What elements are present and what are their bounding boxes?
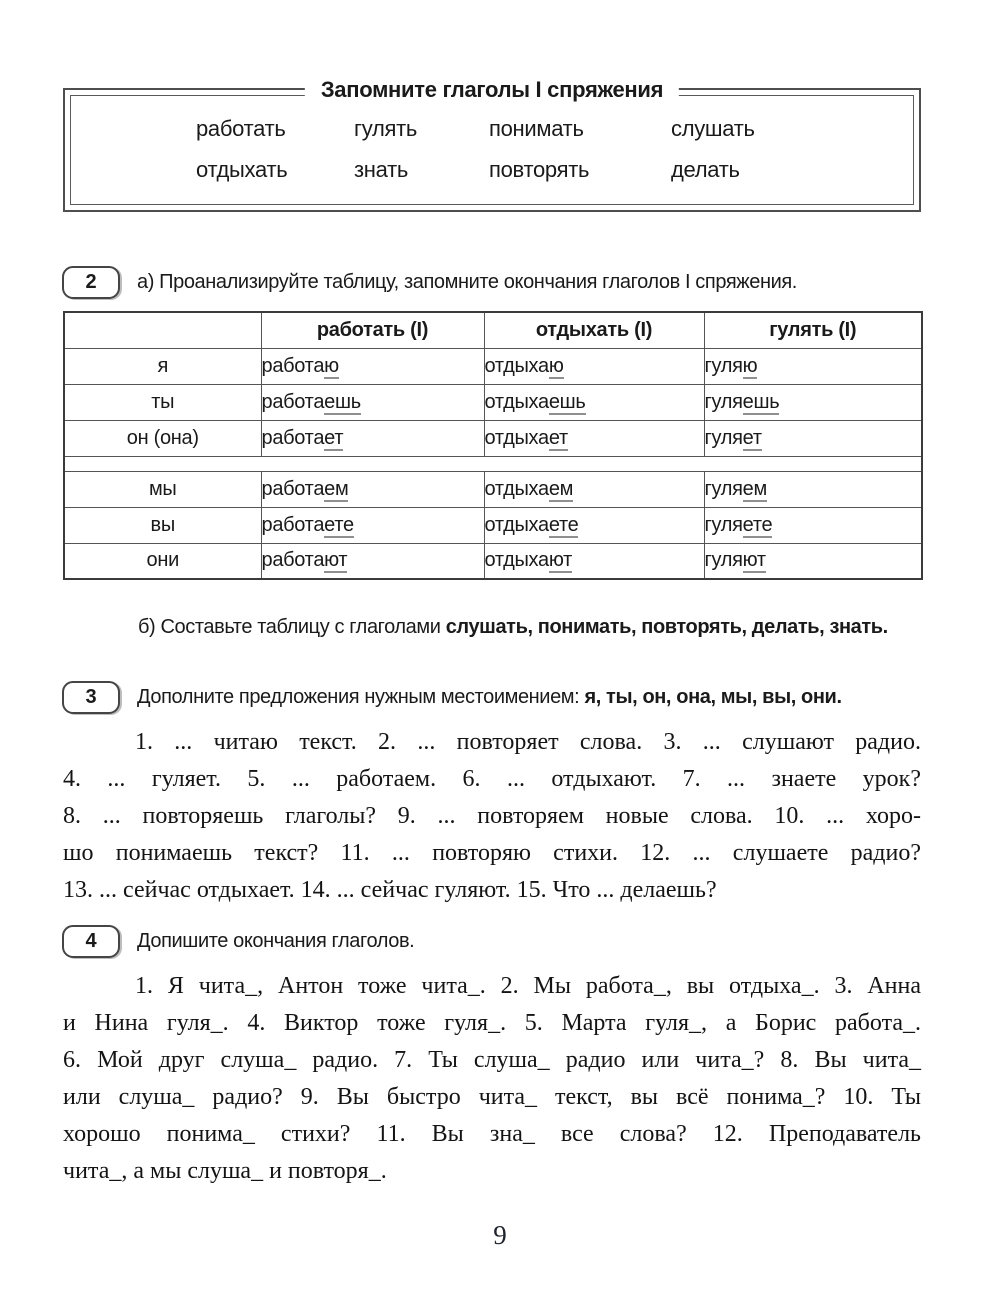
table-row bbox=[64, 471, 922, 507]
verb-form-cell bbox=[484, 471, 704, 507]
verb-form-cell bbox=[484, 384, 704, 420]
exercise3-instruction-text: Дополните предложения нужным местоимением: bbox=[137, 686, 585, 708]
memo-verb: знать bbox=[354, 157, 409, 182]
table-row bbox=[64, 507, 922, 543]
exercise2-number: 2 bbox=[85, 271, 97, 293]
pronoun-cell: я bbox=[64, 348, 261, 384]
text-line: 4. ... гуляет. 5. ... работаем. 6. ... отдыхают. 7. ... знаете урок? bbox=[63, 766, 921, 792]
instruction-b-text: б) Составьте таблицу с глаголами bbox=[138, 616, 446, 638]
verb-ending-underlined: ет bbox=[742, 426, 762, 449]
table-row bbox=[64, 348, 922, 384]
memo-verb: слушать bbox=[671, 116, 755, 141]
verb-form-cell bbox=[484, 507, 704, 543]
memo-box-title: Запомните глаголы I спряжения bbox=[305, 77, 679, 103]
exercise4-number-badge bbox=[62, 925, 120, 958]
text-line: и Нина гуля_. 4. Виктор тоже гуля_. 5. Марта гуля_, а Борис работа_. bbox=[63, 1010, 921, 1036]
conjugation-table-body bbox=[64, 312, 922, 579]
verb-ending-underlined: ют bbox=[742, 549, 766, 572]
verb-form-cell bbox=[704, 471, 922, 507]
verb-form-cell bbox=[704, 543, 922, 579]
verb-ending-underlined: ешь bbox=[742, 390, 780, 413]
verb-form-cell bbox=[261, 471, 484, 507]
table-header-cell: отдыхать (I) bbox=[484, 312, 704, 348]
verb-stem: отдыха bbox=[484, 513, 549, 536]
verb-stem: работа bbox=[261, 354, 325, 377]
conjugation-table bbox=[63, 311, 923, 580]
text-line: 1. Я чита_, Антон тоже чита_. 2. Мы работа_, вы отдыха_. 3. Анна bbox=[135, 973, 921, 999]
pronoun-cell: он (она) bbox=[64, 420, 261, 456]
verb-stem: работа bbox=[261, 513, 325, 536]
verb-form-cell bbox=[261, 543, 484, 579]
pronoun-cell: вы bbox=[64, 507, 261, 543]
verb-ending-underlined: ю bbox=[548, 354, 564, 377]
verb-stem: отдыха bbox=[484, 390, 549, 413]
memo-verb: понимать bbox=[489, 116, 584, 141]
verb-stem: отдыха bbox=[484, 426, 549, 449]
instruction-b-verb-list: слушать, понимать, повторять, делать, знать. bbox=[445, 616, 888, 638]
memo-verb: делать bbox=[671, 157, 740, 182]
text-line: шо понимаешь текст? 11. ... повторяю стихи. 12. ... слушаете радио? bbox=[63, 840, 921, 866]
verb-stem: гуля bbox=[704, 513, 743, 536]
page-number: 9 bbox=[493, 1220, 507, 1250]
verb-stem: гуля bbox=[704, 426, 743, 449]
exercise3-text bbox=[63, 724, 921, 909]
verb-stem: отдыха bbox=[484, 477, 549, 500]
verb-stem: гуля bbox=[704, 477, 743, 500]
verb-form-cell bbox=[484, 543, 704, 579]
verb-form-cell bbox=[261, 507, 484, 543]
memo-verb: повторять bbox=[489, 157, 590, 182]
memo-verb: работать bbox=[196, 116, 286, 141]
text-line: 13. ... сейчас отдыхает. 14. ... сейчас гуляют. 15. Что ... делаешь? bbox=[63, 877, 717, 903]
exercise3-pronoun-list: я, ты, он, она, мы, вы, они. bbox=[584, 686, 842, 708]
exercise2-number-badge bbox=[62, 266, 120, 299]
text-line: 6. Мой друг слуша_ радио. 7. Ты слуша_ радио или чита_? 8. Вы чита_ bbox=[63, 1047, 921, 1073]
verb-ending-underlined: ют bbox=[324, 549, 348, 572]
memo-verb: отдыхать bbox=[196, 157, 288, 182]
text-line: или слуша_ радио? 9. Вы быстро чита_ текст, вы всё понима_? 10. Ты bbox=[63, 1084, 921, 1110]
pronoun-cell: мы bbox=[64, 471, 261, 507]
text-line: 8. ... повторяешь глаголы? 9. ... повторяем новые слова. 10. ... хоро- bbox=[63, 803, 921, 829]
verb-stem: работа bbox=[261, 390, 325, 413]
pronoun-cell: они bbox=[64, 543, 261, 579]
memo-verb-grid bbox=[196, 116, 913, 183]
verb-stem: работа bbox=[261, 426, 325, 449]
verb-ending-underlined: ете bbox=[548, 513, 579, 536]
exercise3-number-badge bbox=[62, 681, 120, 714]
verb-ending-underlined: ем bbox=[548, 477, 574, 500]
verb-ending-underlined: ют bbox=[548, 549, 572, 572]
exercise4-text bbox=[63, 968, 921, 1190]
verb-ending-underlined: ет bbox=[548, 426, 568, 449]
text-line: хорошо понима_ стихи? 11. Вы зна_ все слова? 12. Преподаватель bbox=[63, 1121, 921, 1147]
verb-form-cell bbox=[484, 348, 704, 384]
verb-stem: отдыха bbox=[484, 549, 549, 572]
verb-ending-underlined: ешь bbox=[548, 390, 586, 413]
separator-cell bbox=[64, 456, 922, 471]
verb-stem: работа bbox=[261, 477, 325, 500]
verb-ending-underlined: ем bbox=[324, 477, 349, 500]
table-header-cell: гулять (I) bbox=[704, 312, 922, 348]
memo-box-inner-border bbox=[70, 95, 914, 205]
verb-form-cell bbox=[704, 507, 922, 543]
verb-stem: работа bbox=[261, 549, 325, 572]
exercise3-instruction bbox=[137, 686, 842, 709]
exercise2-instruction-b bbox=[63, 616, 921, 639]
verb-form-cell bbox=[261, 384, 484, 420]
verb-ending-underlined: ем bbox=[742, 477, 767, 500]
verb-ending-underlined: ешь bbox=[324, 390, 361, 413]
verb-stem: гуля bbox=[704, 549, 743, 572]
text-line: 1. ... читаю текст. 2. ... повторяет слова. 3. ... слушают радио. bbox=[135, 729, 921, 755]
exercise4-instruction: Допишите окончания глаголов. bbox=[137, 930, 415, 952]
table-row bbox=[64, 420, 922, 456]
exercise2-instruction-a: а) Проанализируйте таблицу, запомните окончания глаголов I спряжения. bbox=[137, 271, 797, 293]
table-row bbox=[64, 543, 922, 579]
exercise3-number: 3 bbox=[85, 686, 97, 708]
table-header-cell bbox=[64, 312, 261, 348]
table-header-row bbox=[64, 312, 922, 348]
verb-form-cell bbox=[261, 420, 484, 456]
text-line: чита_, а мы слуша_ и повторя_. bbox=[63, 1158, 387, 1184]
table-separator-row bbox=[64, 456, 922, 471]
exercise3-header bbox=[62, 681, 1000, 714]
table-row bbox=[64, 384, 922, 420]
verb-form-cell bbox=[484, 420, 704, 456]
memo-box bbox=[63, 77, 921, 212]
exercise4-number: 4 bbox=[85, 930, 97, 952]
verb-ending-underlined: ете bbox=[324, 513, 354, 536]
verb-ending-underlined: ю bbox=[742, 354, 758, 377]
verb-form-cell bbox=[704, 348, 922, 384]
verb-ending-underlined: ет bbox=[324, 426, 344, 449]
verb-ending-underlined: ю bbox=[324, 354, 339, 377]
pronoun-cell: ты bbox=[64, 384, 261, 420]
verb-stem: отдыха bbox=[484, 354, 549, 377]
verb-form-cell bbox=[704, 384, 922, 420]
memo-verb: гулять bbox=[354, 116, 418, 141]
verb-stem: гуля bbox=[704, 390, 743, 413]
verb-ending-underlined: ете bbox=[742, 513, 773, 536]
exercise4-header bbox=[62, 925, 1000, 958]
verb-form-cell bbox=[261, 348, 484, 384]
table-header-cell: работать (I) bbox=[261, 312, 484, 348]
exercise2-header bbox=[62, 266, 1000, 299]
verb-stem: гуля bbox=[704, 354, 743, 377]
verb-form-cell bbox=[704, 420, 922, 456]
